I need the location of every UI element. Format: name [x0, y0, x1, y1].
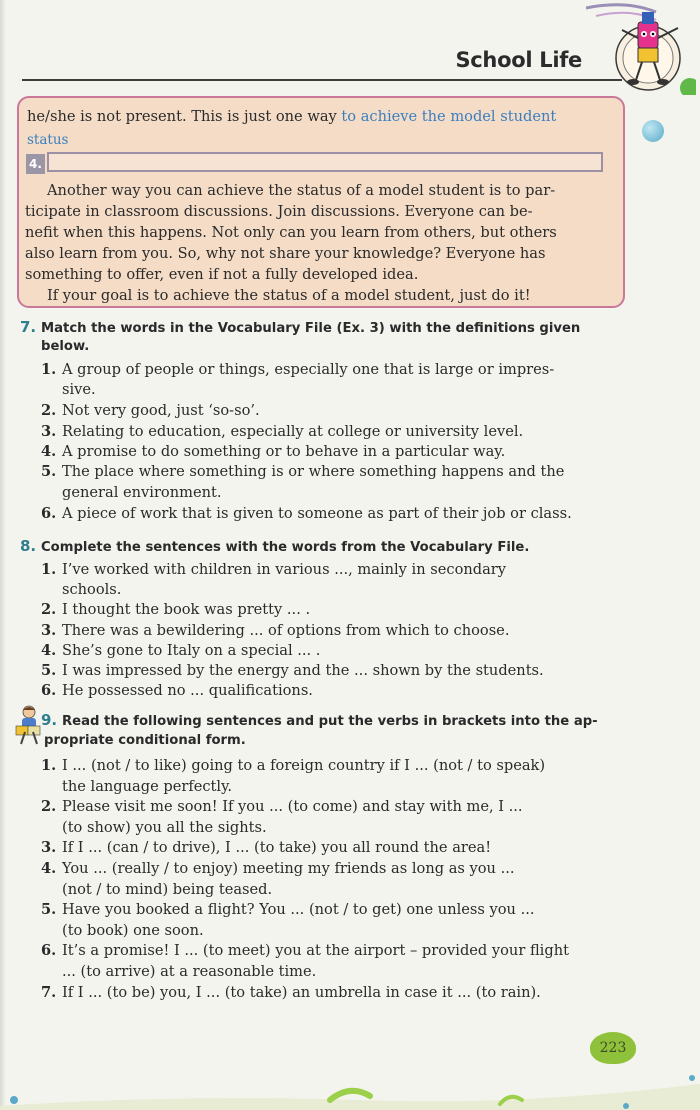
exercise-9-item: (not / to mind) being teased.: [62, 881, 273, 898]
reading-text: he/she is not present. This is just one way: [27, 108, 342, 125]
item-number: 2.: [41, 402, 57, 419]
item-number: 5.: [41, 463, 57, 480]
exercise-8-item: schools.: [62, 581, 122, 598]
paragraph-bar: [47, 152, 603, 172]
exercise-8-title: Complete the sentences with the words from the Vocabulary File.: [41, 540, 530, 555]
exercise-7-item: A piece of work that is given to someone as part of their job or class.: [62, 505, 572, 522]
exercise-9-title: Read the following sentences and put the verbs in brackets into the ap-: [62, 714, 598, 729]
item-number: 7.: [41, 984, 57, 1001]
page-number: 223: [590, 1032, 636, 1064]
item-number: 1.: [41, 757, 57, 774]
exercise-8-number: 8.: [20, 537, 37, 555]
exercise-7-item: sive.: [62, 381, 96, 398]
reading-line: If your goal is to achieve the status of a model student, just do it!: [47, 287, 531, 304]
item-number: 5.: [41, 662, 57, 679]
item-number: 6.: [41, 505, 57, 522]
exercise-9-item: (to show) you all the sights.: [62, 819, 267, 836]
exercise-9-number: 9.: [41, 711, 58, 729]
exercise-9-item: You ... (really / to enjoy) meeting my friends as long as you ...: [62, 860, 515, 877]
exercise-8-item: I was impressed by the energy and the ... shown by the students.: [62, 662, 544, 679]
exercise-9-item: Please visit me soon! If you ... (to come) and stay with me, I ...: [62, 798, 523, 815]
exercise-8-item: She’s gone to Italy on a special ... .: [62, 642, 321, 659]
exercise-9-item: It’s a promise! I ... (to meet) you at the airport – provided your flight: [62, 942, 569, 959]
exercise-9-item: Have you booked a flight? You ... (not / to get) one unless you ...: [62, 901, 535, 918]
exercise-7-title: Match the words in the Vocabulary File (Ex. 3) with the definitions given: [41, 321, 581, 336]
item-number: 3.: [41, 622, 57, 639]
exercise-7-item: Not very good, just ‘so-so’.: [62, 402, 260, 419]
exercise-8-item: There was a bewildering ... of options from which to choose.: [62, 622, 510, 639]
reading-line: nefit when this happens. Not only can you learn from others, but others: [25, 224, 557, 241]
exercise-7-item: general environment.: [62, 484, 222, 501]
item-number: 6.: [41, 682, 57, 699]
page-edge: [0, 0, 6, 1110]
reading-kid-icon: [14, 704, 44, 748]
exercise-9-item: If I ... (can / to drive), I ... (to take) you all round the area!: [62, 839, 492, 856]
exercise-9-item: I ... (not / to like) going to a foreign country if I ... (not / to speak): [62, 757, 546, 774]
bottom-decoration: [0, 1070, 700, 1110]
mascot-illustration: [586, 0, 696, 95]
reading-link: to achieve the model student: [341, 108, 557, 125]
item-number: 4.: [41, 443, 57, 460]
exercise-9-item: the language perfectly.: [62, 778, 233, 795]
exercise-7-item: The place where something is or where something happens and the: [62, 463, 565, 480]
exercise-7-number: 7.: [20, 318, 37, 336]
item-number: 4.: [41, 860, 57, 877]
item-number: 2.: [41, 798, 57, 815]
exercise-9-item: ... (to arrive) at a reasonable time.: [62, 963, 317, 980]
exercise-9-item: (to book) one soon.: [62, 922, 204, 939]
exercise-8-item: He possessed no ... qualifications.: [62, 682, 313, 699]
exercise-7-item: Relating to education, especially at college or university level.: [62, 423, 524, 440]
exercise-7-title: below.: [41, 339, 90, 354]
exercise-8-item: I’ve worked with children in various ..., mainly in secondary: [62, 561, 507, 578]
item-number: 4.: [41, 642, 57, 659]
item-number: 2.: [41, 601, 57, 618]
reading-line: Another way you can achieve the status of a model student is to par-: [47, 182, 556, 199]
reading-line: ticipate in classroom discussions. Join discussions. Everyone can be-: [25, 203, 533, 220]
item-number: 5.: [41, 901, 57, 918]
item-number: 1.: [41, 561, 57, 578]
reading-link-continuation: status: [27, 132, 69, 148]
reading-line: [27, 108, 556, 125]
reading-passage-box: [17, 96, 625, 308]
decorative-ball: [642, 120, 664, 142]
exercise-9-title: propriate conditional form.: [44, 733, 246, 748]
paragraph-number: 4.: [26, 154, 45, 174]
exercise-7-item: A promise to do something or to behave in a particular way.: [62, 443, 506, 460]
exercise-9-item: If I ... (to be) you, I ... (to take) an umbrella in case it ... (to rain).: [62, 984, 541, 1001]
item-number: 1.: [41, 361, 57, 378]
exercise-7-item: A group of people or things, especially one that is large or impres-: [62, 361, 555, 378]
item-number: 6.: [41, 942, 57, 959]
exercise-8-item: I thought the book was pretty ... .: [62, 601, 311, 618]
page-header-title: School Life: [455, 48, 582, 72]
header-divider: [22, 79, 622, 81]
item-number: 3.: [41, 839, 57, 856]
item-number: 3.: [41, 423, 57, 440]
reading-line: something to offer, even if not a fully developed idea.: [25, 266, 419, 283]
reading-line: also learn from you. So, why not share your knowledge? Everyone has: [25, 245, 546, 262]
